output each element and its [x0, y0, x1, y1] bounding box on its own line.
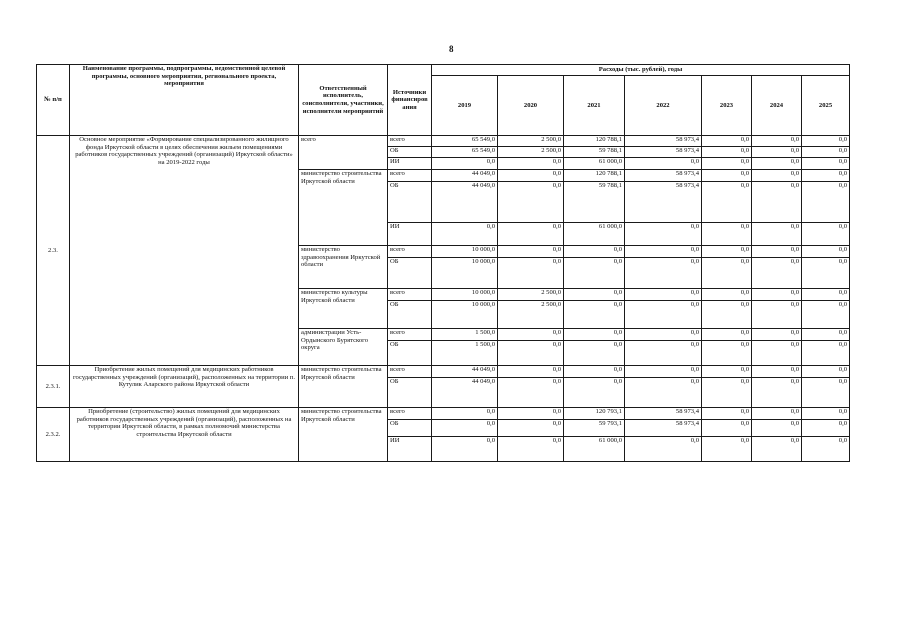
expense-value: 0,0 [752, 170, 802, 182]
expense-value: 0,0 [752, 182, 802, 223]
expense-value: 44 049,0 [432, 182, 498, 223]
expense-value: 0,0 [802, 301, 850, 329]
responsible-executor: всего [299, 136, 388, 170]
expense-value: 0,0 [625, 329, 702, 341]
expense-value: 0,0 [702, 408, 752, 420]
responsible-executor: администрации Усть-Ордынского Бурятского округа [299, 329, 388, 366]
header-year: 2022 [625, 76, 702, 136]
expense-value: 58 973,4 [625, 182, 702, 223]
funding-source: ОБ [388, 341, 432, 366]
expense-value: 0,0 [498, 246, 564, 258]
funding-source: всего [388, 136, 432, 147]
expense-value: 0,0 [702, 147, 752, 158]
expense-value: 0,0 [752, 136, 802, 147]
expense-value: 0,0 [702, 366, 752, 378]
expense-value: 2 500,0 [498, 301, 564, 329]
expense-value: 0,0 [802, 289, 850, 301]
expense-value: 0,0 [752, 289, 802, 301]
expense-value: 0,0 [625, 258, 702, 289]
funding-source: всего [388, 408, 432, 420]
expense-value: 44 049,0 [432, 366, 498, 378]
expense-value: 0,0 [564, 378, 625, 408]
header-year: 2021 [564, 76, 625, 136]
expense-value: 0,0 [802, 170, 850, 182]
expense-value: 0,0 [432, 223, 498, 246]
page-number: 8 [449, 44, 454, 54]
funding-source: всего [388, 246, 432, 258]
responsible-executor: министерство строительства Иркутской области [299, 408, 388, 462]
funding-source: ОБ [388, 182, 432, 223]
funding-source: ОБ [388, 147, 432, 158]
expense-value: 0,0 [432, 420, 498, 437]
header-num: № п/п [37, 65, 70, 136]
expense-value: 58 973,4 [625, 408, 702, 420]
expense-value: 1 500,0 [432, 329, 498, 341]
header-year: 2024 [752, 76, 802, 136]
header-row-1 [37, 65, 850, 76]
expense-value: 0,0 [498, 341, 564, 366]
header-year: 2025 [802, 76, 850, 136]
expense-value: 0,0 [625, 301, 702, 329]
expense-value: 0,0 [752, 158, 802, 170]
responsible-executor: министерство культуры Иркутской области [299, 289, 388, 329]
expense-value: 0,0 [432, 437, 498, 462]
expense-value: 120 788,1 [564, 170, 625, 182]
header-expenses: Расходы (тыс. рублей), годы [432, 65, 850, 76]
expense-value: 0,0 [752, 420, 802, 437]
funding-source: всего [388, 366, 432, 378]
expense-value: 0,0 [702, 437, 752, 462]
expense-value: 0,0 [702, 420, 752, 437]
expense-value: 0,0 [625, 366, 702, 378]
header-year: 2020 [498, 76, 564, 136]
expense-value: 0,0 [702, 289, 752, 301]
expense-value: 2 500,0 [498, 147, 564, 158]
expense-value: 0,0 [752, 437, 802, 462]
header-source: Источники финансиров ания [388, 65, 432, 136]
funding-source: всего [388, 289, 432, 301]
expenses-table [36, 64, 850, 462]
header-name: Наименование программы, подпрограммы, ведомственной целевой программы, основного мероприятия, регионального проекта, мероприятия [70, 65, 299, 136]
expense-value: 0,0 [702, 301, 752, 329]
header-responsible: Ответственный исполнитель, соисполнители, участники, исполнители мероприятий [299, 65, 388, 136]
funding-source: ОБ [388, 378, 432, 408]
funding-source: ОБ [388, 420, 432, 437]
expense-value: 0,0 [802, 329, 850, 341]
expense-value: 0,0 [498, 329, 564, 341]
header-year: 2019 [432, 76, 498, 136]
expense-value: 0,0 [702, 182, 752, 223]
expense-value: 0,0 [498, 223, 564, 246]
row-number: 2.3.1. [37, 366, 70, 408]
expense-value: 0,0 [625, 437, 702, 462]
expense-value: 0,0 [702, 136, 752, 147]
expense-value: 0,0 [752, 258, 802, 289]
activity-name: Приобретение жилых помещений для медицинских работников государственных учреждений (организаций), расположенных на территории п. Кутулик Аларского района Иркутской области [70, 366, 299, 408]
table-row [37, 408, 850, 420]
expense-value: 0,0 [564, 258, 625, 289]
expense-value: 0,0 [564, 341, 625, 366]
expense-value: 1 500,0 [432, 341, 498, 366]
funding-source: ОБ [388, 301, 432, 329]
funding-source: ОБ [388, 258, 432, 289]
expense-value: 0,0 [498, 408, 564, 420]
expense-value: 44 049,0 [432, 170, 498, 182]
expense-value: 0,0 [802, 147, 850, 158]
expense-value: 0,0 [702, 341, 752, 366]
expense-value: 0,0 [702, 170, 752, 182]
header-year: 2023 [702, 76, 752, 136]
row-number: 2.3. [37, 136, 70, 366]
expense-value: 2 500,0 [498, 136, 564, 147]
expense-value: 58 973,4 [625, 147, 702, 158]
expense-value: 0,0 [752, 329, 802, 341]
expense-value: 0,0 [498, 366, 564, 378]
expense-value: 10 000,0 [432, 258, 498, 289]
expense-value: 44 049,0 [432, 378, 498, 408]
expense-value: 58 973,4 [625, 136, 702, 147]
expense-value: 10 000,0 [432, 289, 498, 301]
expense-value: 0,0 [625, 223, 702, 246]
expense-value: 58 973,4 [625, 420, 702, 437]
expense-value: 61 000,0 [564, 437, 625, 462]
expense-value: 0,0 [498, 437, 564, 462]
expense-value: 0,0 [432, 408, 498, 420]
expense-value: 58 973,4 [625, 170, 702, 182]
expense-value: 0,0 [802, 258, 850, 289]
funding-source: всего [388, 329, 432, 341]
expense-value: 0,0 [802, 437, 850, 462]
expense-value: 0,0 [752, 408, 802, 420]
expense-value: 0,0 [564, 246, 625, 258]
expense-value: 0,0 [702, 158, 752, 170]
expense-value: 0,0 [752, 301, 802, 329]
expense-value: 0,0 [802, 246, 850, 258]
expense-value: 0,0 [625, 158, 702, 170]
expense-value: 59 788,1 [564, 147, 625, 158]
expense-value: 0,0 [752, 147, 802, 158]
expense-value: 0,0 [564, 301, 625, 329]
expense-value: 0,0 [802, 378, 850, 408]
expense-value: 0,0 [702, 258, 752, 289]
expense-value: 0,0 [625, 289, 702, 301]
expense-value: 0,0 [802, 158, 850, 170]
expense-value: 120 788,1 [564, 136, 625, 147]
expense-value: 61 000,0 [564, 223, 625, 246]
responsible-executor: министерство строительства Иркутской области [299, 366, 388, 408]
table-row [37, 366, 850, 378]
expense-value: 0,0 [498, 158, 564, 170]
expense-value: 59 788,1 [564, 182, 625, 223]
expense-value: 0,0 [625, 378, 702, 408]
expense-value: 0,0 [498, 182, 564, 223]
expense-value: 0,0 [802, 223, 850, 246]
expense-value: 0,0 [702, 223, 752, 246]
activity-name: Приобретение (строительство) жилых помещений для медицинских работников государственных учреждений (организаций), расположенных на территории Иркутской области, в рамках полномочий министерства строительства Иркутской области [70, 408, 299, 462]
expense-value: 65 549,0 [432, 136, 498, 147]
expense-value: 0,0 [802, 420, 850, 437]
expense-value: 0,0 [802, 182, 850, 223]
expense-value: 2 500,0 [498, 289, 564, 301]
expense-value: 0,0 [752, 341, 802, 366]
expense-value: 0,0 [564, 366, 625, 378]
expense-value: 0,0 [498, 378, 564, 408]
responsible-executor: министерство здравоохранения Иркутской области [299, 246, 388, 289]
expense-value: 0,0 [432, 158, 498, 170]
expense-value: 10 000,0 [432, 246, 498, 258]
funding-source: ИИ [388, 437, 432, 462]
responsible-executor: министерство строительства Иркутской области [299, 170, 388, 246]
expense-value: 0,0 [752, 366, 802, 378]
expense-value: 0,0 [498, 258, 564, 289]
expense-value: 0,0 [752, 223, 802, 246]
expense-value: 59 793,1 [564, 420, 625, 437]
expense-value: 120 793,1 [564, 408, 625, 420]
expense-value: 0,0 [802, 366, 850, 378]
funding-source: ИИ [388, 223, 432, 246]
row-number: 2.3.2. [37, 408, 70, 462]
expense-value: 10 000,0 [432, 301, 498, 329]
funding-source: всего [388, 170, 432, 182]
expense-value: 65 549,0 [432, 147, 498, 158]
expense-value: 0,0 [498, 420, 564, 437]
expense-value: 0,0 [802, 408, 850, 420]
funding-source: ИИ [388, 158, 432, 170]
expense-value: 0,0 [702, 329, 752, 341]
expense-value: 0,0 [752, 246, 802, 258]
expense-value: 0,0 [802, 136, 850, 147]
expense-value: 0,0 [625, 341, 702, 366]
activity-name: Основное мероприятие «Формирование специализированного жилищного фонда Иркутской области в целях обеспечения жильем помещениями работников государственных учреждений (организаций) Иркутской области» на 2019-2022 годы [70, 136, 299, 366]
expense-value: 61 000,0 [564, 158, 625, 170]
expense-value: 0,0 [702, 378, 752, 408]
expense-value: 0,0 [702, 246, 752, 258]
table-row [37, 136, 850, 147]
expense-value: 0,0 [498, 170, 564, 182]
expense-value: 0,0 [564, 289, 625, 301]
expense-value: 0,0 [564, 329, 625, 341]
expense-value: 0,0 [802, 341, 850, 366]
expense-value: 0,0 [752, 378, 802, 408]
expense-value: 0,0 [625, 246, 702, 258]
